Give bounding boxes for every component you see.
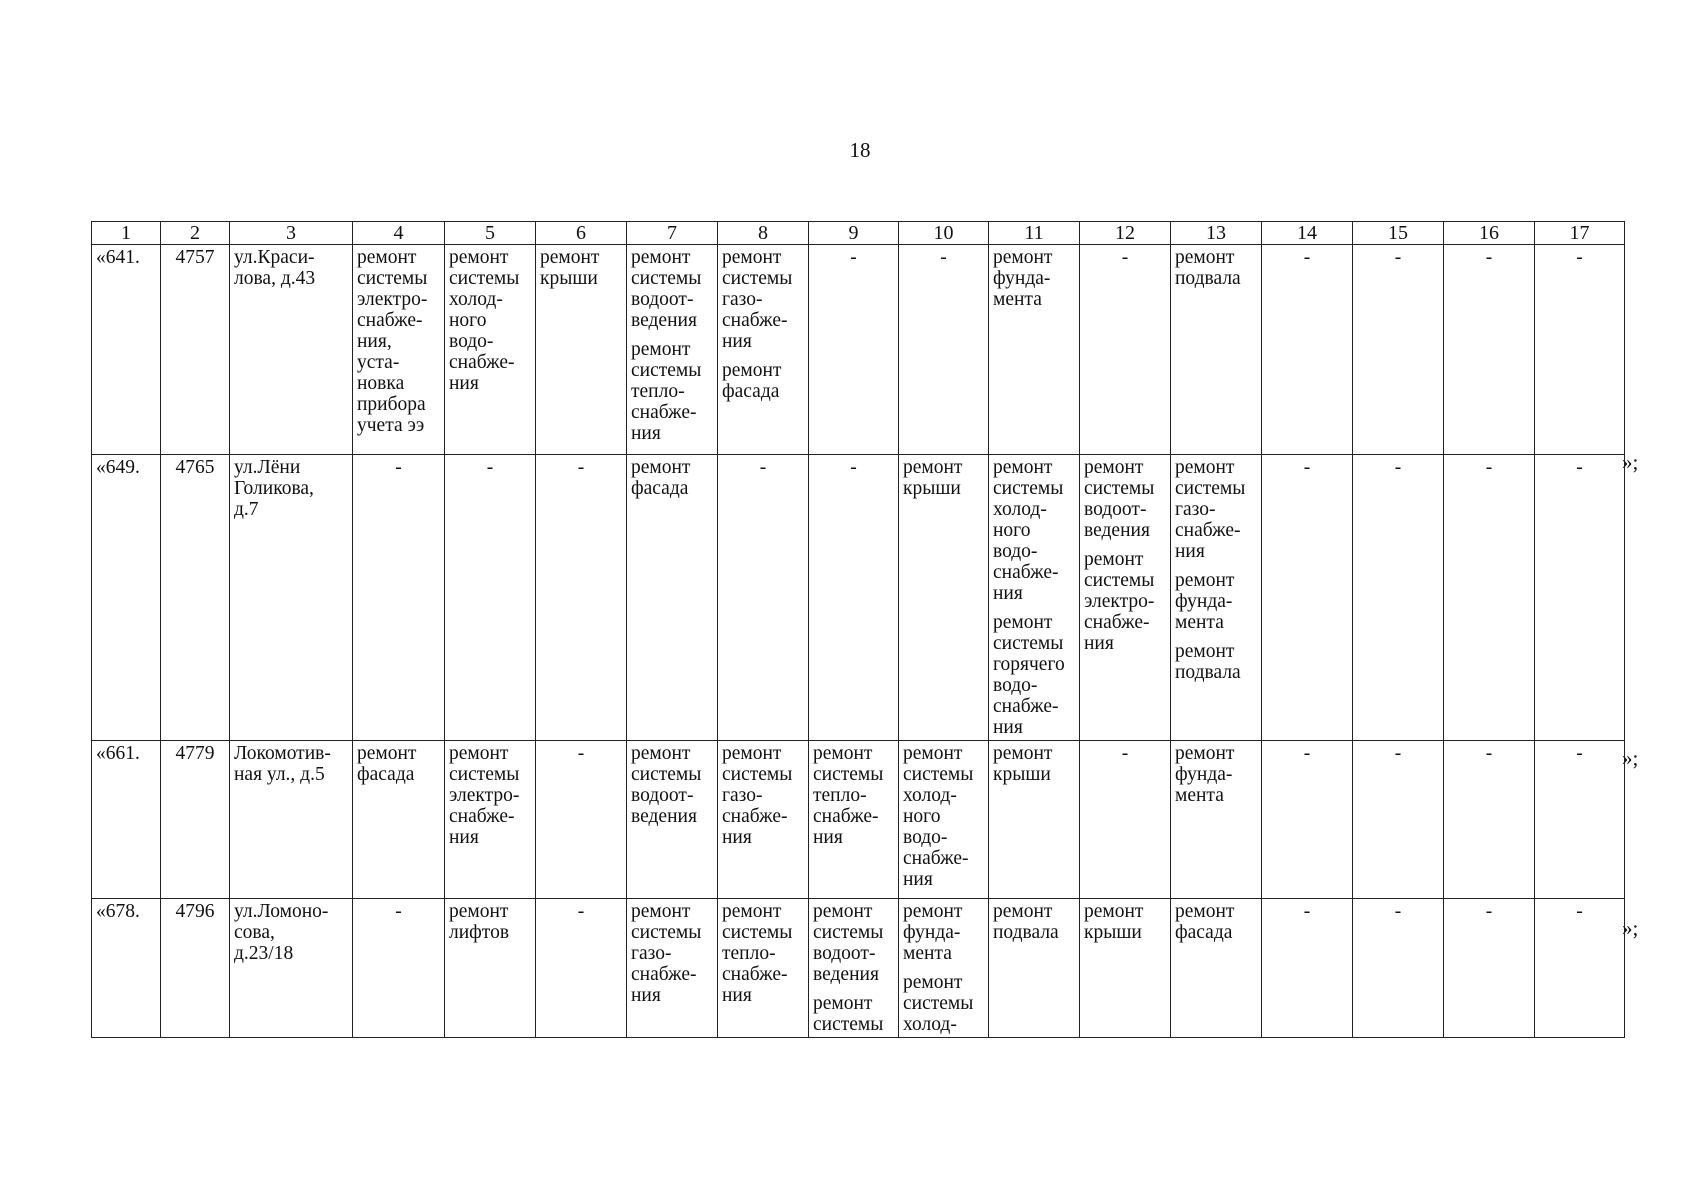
- work-cell: [353, 741, 445, 899]
- work-line: крыши: [993, 764, 1051, 785]
- work-line: мента: [903, 943, 952, 964]
- closing-quote-mark: »;: [1622, 746, 1639, 770]
- building-code: 4779: [161, 741, 230, 899]
- empty-work-cell: -: [536, 899, 627, 1038]
- work-cell: [627, 245, 718, 455]
- work-cell: [353, 245, 445, 455]
- work-line: электро-: [449, 785, 520, 806]
- work-line: газо-: [1175, 499, 1216, 520]
- work-line: ния: [722, 331, 752, 352]
- work-entry: [449, 247, 531, 394]
- work-entry: [993, 457, 1075, 604]
- column-header: 7: [627, 222, 718, 245]
- work-line: ного: [993, 520, 1031, 541]
- work-entry: [357, 743, 440, 785]
- work-cell: [718, 245, 809, 455]
- table-row: [92, 899, 1625, 1038]
- table-row: [92, 741, 1625, 899]
- column-header: 16: [1444, 222, 1535, 245]
- work-line: системы: [903, 764, 974, 785]
- column-header: 5: [445, 222, 536, 245]
- work-line: ремонт: [357, 743, 417, 764]
- address-line: д.23/18: [234, 943, 294, 964]
- repair-schedule-table: [91, 221, 1625, 1038]
- address-line: ул.Ломоно-: [234, 901, 329, 922]
- work-line: системы: [631, 764, 702, 785]
- work-cell: [899, 455, 989, 741]
- work-entry: [1084, 901, 1166, 943]
- work-entry: [631, 901, 713, 1006]
- work-line: ния: [631, 423, 661, 444]
- work-line: системы: [813, 764, 884, 785]
- row-number: «661.: [92, 741, 161, 899]
- work-line: ведения: [813, 964, 879, 985]
- work-cell: [627, 741, 718, 899]
- work-entry: [813, 901, 894, 985]
- work-line: системы: [631, 922, 702, 943]
- work-line: системы: [1084, 478, 1155, 499]
- work-line: снабже-: [631, 402, 697, 423]
- column-header: 9: [809, 222, 899, 245]
- empty-work-cell: -: [1262, 455, 1353, 741]
- work-line: водо-: [449, 331, 494, 352]
- address-cell: [230, 899, 353, 1038]
- work-entry: [631, 457, 713, 499]
- work-line: снабже-: [449, 806, 515, 827]
- work-line: уста-: [357, 352, 400, 373]
- work-entry: [903, 457, 984, 499]
- work-cell: [1171, 455, 1262, 741]
- address-line: ул.Лёни: [234, 457, 301, 478]
- empty-work-cell: -: [718, 455, 809, 741]
- work-line: газо-: [631, 943, 672, 964]
- work-entry: [722, 247, 804, 352]
- work-line: ремонт: [1084, 549, 1144, 570]
- work-line: ремонт: [813, 993, 873, 1014]
- work-entry: [449, 743, 531, 848]
- column-header: 15: [1353, 222, 1444, 245]
- work-line: снабже-: [993, 562, 1059, 583]
- work-entry: [357, 247, 440, 436]
- work-line: ремонт: [449, 743, 509, 764]
- work-cell: [899, 741, 989, 899]
- address-line: лова, д.43: [234, 268, 316, 289]
- work-line: ремонт: [631, 743, 691, 764]
- work-line: ния: [1175, 541, 1205, 562]
- work-entry: [631, 339, 713, 444]
- work-line: ведения: [631, 310, 697, 331]
- work-line: фасада: [631, 478, 689, 499]
- work-entry: [813, 743, 894, 848]
- work-line: ного: [903, 806, 941, 827]
- work-line: мента: [1175, 612, 1224, 633]
- work-line: подвала: [1175, 268, 1241, 289]
- work-line: прибора: [357, 394, 426, 415]
- work-line: ремонт: [1084, 901, 1144, 922]
- work-line: тепло-: [722, 943, 776, 964]
- work-line: мента: [1175, 785, 1224, 806]
- work-entry: [540, 247, 622, 289]
- empty-work-cell: -: [1080, 245, 1171, 455]
- empty-work-cell: -: [536, 455, 627, 741]
- column-header: 8: [718, 222, 809, 245]
- work-line: новка: [357, 373, 405, 394]
- work-line: ремонт: [993, 612, 1053, 633]
- work-entry: [1175, 901, 1257, 943]
- work-line: ремонт: [903, 457, 963, 478]
- work-line: ремонт: [722, 743, 782, 764]
- work-entry: [1175, 641, 1257, 683]
- work-line: системы: [449, 268, 520, 289]
- work-entry: [993, 247, 1075, 310]
- empty-work-cell: -: [1444, 899, 1535, 1038]
- work-entry: [993, 612, 1075, 738]
- work-entry: [1175, 247, 1257, 289]
- work-line: тепло-: [813, 785, 867, 806]
- work-line: снабже-: [631, 964, 697, 985]
- page-number: 18: [849, 138, 871, 162]
- work-entry: [993, 901, 1075, 943]
- work-line: ремонт: [1175, 457, 1235, 478]
- work-cell: [899, 899, 989, 1038]
- work-entry: [1175, 457, 1257, 562]
- work-line: учета ээ: [357, 415, 425, 436]
- work-line: ремонт: [631, 901, 691, 922]
- work-line: газо-: [722, 289, 763, 310]
- empty-work-cell: -: [445, 455, 536, 741]
- work-entry: [631, 247, 713, 331]
- column-header: 11: [989, 222, 1080, 245]
- empty-work-cell: -: [353, 899, 445, 1038]
- work-line: водо-: [993, 541, 1038, 562]
- work-line: ремонт: [357, 247, 417, 268]
- work-entry: [1175, 570, 1257, 633]
- work-cell: [1171, 899, 1262, 1038]
- work-line: системы: [722, 764, 793, 785]
- work-line: снабже-: [1175, 520, 1241, 541]
- work-entry: [903, 743, 984, 890]
- work-line: электро-: [357, 289, 428, 310]
- work-line: системы: [357, 268, 428, 289]
- work-line: системы: [1084, 570, 1155, 591]
- work-line: ремонт: [1084, 457, 1144, 478]
- work-line: ремонт: [1175, 901, 1235, 922]
- work-line: холод-: [903, 1014, 957, 1035]
- address-line: ная ул., д.5: [234, 764, 325, 785]
- row-number: «641.: [92, 245, 161, 455]
- column-header: 3: [230, 222, 353, 245]
- work-line: ния: [722, 985, 752, 1006]
- work-line: ремонт: [1175, 247, 1235, 268]
- work-line: ремонт: [903, 743, 963, 764]
- work-line: системы: [903, 993, 974, 1014]
- header-row: [92, 222, 1625, 245]
- work-line: ведения: [631, 806, 697, 827]
- work-entry: [1084, 549, 1166, 654]
- address-cell: [230, 245, 353, 455]
- work-line: мента: [993, 289, 1042, 310]
- work-entry: [813, 993, 894, 1035]
- column-header: 1: [92, 222, 161, 245]
- work-cell: [1171, 245, 1262, 455]
- closing-quote-mark: »;: [1622, 916, 1639, 940]
- work-cell: [1171, 741, 1262, 899]
- work-line: ремонт: [722, 901, 782, 922]
- work-line: ного: [449, 310, 487, 331]
- work-entry: [1084, 457, 1166, 541]
- work-line: ремонт: [631, 247, 691, 268]
- work-line: горячего: [993, 654, 1065, 675]
- empty-work-cell: -: [1535, 455, 1625, 741]
- work-entry: [722, 743, 804, 848]
- work-cell: [627, 455, 718, 741]
- work-cell: [718, 741, 809, 899]
- work-line: снабже-: [993, 696, 1059, 717]
- work-line: ния: [449, 827, 479, 848]
- work-line: ремонт: [993, 901, 1053, 922]
- empty-work-cell: -: [1353, 741, 1444, 899]
- work-line: водо-: [993, 675, 1038, 696]
- address-line: д.7: [234, 499, 259, 520]
- work-entry: [449, 901, 531, 943]
- work-line: фасада: [1175, 922, 1233, 943]
- work-line: водоот-: [1084, 499, 1147, 520]
- address-line: сова,: [234, 922, 275, 943]
- work-line: ремонт: [993, 247, 1053, 268]
- work-cell: [989, 741, 1080, 899]
- column-header: 10: [899, 222, 989, 245]
- work-entry: [631, 743, 713, 827]
- empty-work-cell: -: [899, 245, 989, 455]
- address-line: ул.Краси-: [234, 247, 315, 268]
- work-line: ния: [631, 985, 661, 1006]
- work-line: фасада: [357, 764, 415, 785]
- empty-work-cell: -: [1535, 741, 1625, 899]
- work-cell: [445, 245, 536, 455]
- work-line: крыши: [1084, 922, 1142, 943]
- work-entry: [993, 743, 1075, 785]
- table-row: [92, 455, 1625, 741]
- work-line: электро-: [1084, 591, 1155, 612]
- work-line: фунда-: [903, 922, 961, 943]
- work-line: фунда-: [1175, 591, 1233, 612]
- work-line: ния: [993, 717, 1023, 738]
- row-number: «678.: [92, 899, 161, 1038]
- work-line: ния: [722, 827, 752, 848]
- work-line: снабже-: [1084, 612, 1150, 633]
- work-line: ремонт: [903, 901, 963, 922]
- column-header: 2: [161, 222, 230, 245]
- work-line: ремонт: [631, 339, 691, 360]
- work-line: ния: [1084, 633, 1114, 654]
- work-line: ремонт: [722, 247, 782, 268]
- work-line: ремонт: [540, 247, 600, 268]
- work-line: ния,: [357, 331, 392, 352]
- work-line: ремонт: [1175, 641, 1235, 662]
- address-cell: [230, 741, 353, 899]
- building-code: 4757: [161, 245, 230, 455]
- work-line: снабже-: [722, 806, 788, 827]
- work-entry: [903, 972, 984, 1035]
- work-entry: [722, 901, 804, 1006]
- address-line: Локомотив-: [234, 743, 331, 764]
- empty-work-cell: -: [1535, 245, 1625, 455]
- empty-work-cell: -: [1444, 741, 1535, 899]
- work-line: системы: [631, 268, 702, 289]
- work-line: снабже-: [722, 310, 788, 331]
- work-line: газо-: [722, 785, 763, 806]
- work-cell: [445, 899, 536, 1038]
- work-line: ведения: [1084, 520, 1150, 541]
- column-header: 4: [353, 222, 445, 245]
- work-cell: [809, 741, 899, 899]
- table-row: [92, 245, 1625, 455]
- column-header: 17: [1535, 222, 1625, 245]
- work-entry: [903, 901, 984, 964]
- empty-work-cell: -: [1262, 741, 1353, 899]
- address-cell: [230, 455, 353, 741]
- work-cell: [445, 741, 536, 899]
- empty-work-cell: -: [1080, 741, 1171, 899]
- work-line: ремонт: [813, 901, 873, 922]
- work-line: ния: [449, 373, 479, 394]
- work-line: ремонт: [631, 457, 691, 478]
- work-line: снабже-: [813, 806, 879, 827]
- empty-work-cell: -: [353, 455, 445, 741]
- work-line: системы: [449, 764, 520, 785]
- building-code: 4765: [161, 455, 230, 741]
- work-line: ремонт: [993, 457, 1053, 478]
- work-line: фунда-: [993, 268, 1051, 289]
- work-cell: [718, 899, 809, 1038]
- work-line: снабже-: [903, 848, 969, 869]
- empty-work-cell: -: [1262, 245, 1353, 455]
- work-line: фасада: [722, 381, 780, 402]
- work-line: подвала: [1175, 662, 1241, 683]
- work-line: водоот-: [813, 943, 876, 964]
- work-line: подвала: [993, 922, 1059, 943]
- work-line: холод-: [993, 499, 1047, 520]
- work-line: снабже-: [449, 352, 515, 373]
- work-cell: [1080, 455, 1171, 741]
- work-line: ремонт: [449, 247, 509, 268]
- work-line: ния: [903, 869, 933, 890]
- work-line: ремонт: [993, 743, 1053, 764]
- work-line: системы: [813, 922, 884, 943]
- work-line: водоот-: [631, 785, 694, 806]
- row-number: «649.: [92, 455, 161, 741]
- empty-work-cell: -: [1535, 899, 1625, 1038]
- column-header: 14: [1262, 222, 1353, 245]
- work-entry: [1175, 743, 1257, 806]
- empty-work-cell: -: [809, 245, 899, 455]
- work-cell: [536, 245, 627, 455]
- work-line: снабже-: [357, 310, 423, 331]
- work-line: ремонт: [903, 972, 963, 993]
- column-header: 12: [1080, 222, 1171, 245]
- work-cell: [989, 245, 1080, 455]
- work-cell: [627, 899, 718, 1038]
- empty-work-cell: -: [536, 741, 627, 899]
- work-line: холод-: [449, 289, 503, 310]
- work-entry: [722, 360, 804, 402]
- work-line: ремонт: [1175, 743, 1235, 764]
- work-cell: [809, 899, 899, 1038]
- empty-work-cell: -: [1444, 455, 1535, 741]
- work-line: ремонт: [1175, 570, 1235, 591]
- work-line: фунда-: [1175, 764, 1233, 785]
- work-line: системы: [813, 1014, 884, 1035]
- building-code: 4796: [161, 899, 230, 1038]
- empty-work-cell: -: [1353, 245, 1444, 455]
- work-line: ремонт: [722, 360, 782, 381]
- work-line: системы: [993, 633, 1064, 654]
- closing-quote-mark: »;: [1622, 450, 1639, 474]
- empty-work-cell: -: [1353, 455, 1444, 741]
- work-line: холод-: [903, 785, 957, 806]
- work-cell: [989, 455, 1080, 741]
- column-header: 13: [1171, 222, 1262, 245]
- work-line: ния: [813, 827, 843, 848]
- work-line: лифтов: [449, 922, 510, 943]
- work-line: системы: [631, 360, 702, 381]
- column-header: 6: [536, 222, 627, 245]
- work-line: ния: [993, 583, 1023, 604]
- address-line: Голикова,: [234, 478, 314, 499]
- work-cell: [1080, 899, 1171, 1038]
- work-line: водо-: [903, 827, 948, 848]
- work-line: снабже-: [722, 964, 788, 985]
- work-line: водоот-: [631, 289, 694, 310]
- work-line: тепло-: [631, 381, 685, 402]
- work-line: системы: [1175, 478, 1246, 499]
- empty-work-cell: -: [1353, 899, 1444, 1038]
- work-line: крыши: [540, 268, 598, 289]
- work-line: системы: [993, 478, 1064, 499]
- work-line: системы: [722, 268, 793, 289]
- empty-work-cell: -: [809, 455, 899, 741]
- work-line: ремонт: [813, 743, 873, 764]
- work-cell: [989, 899, 1080, 1038]
- empty-work-cell: -: [1262, 899, 1353, 1038]
- work-line: ремонт: [449, 901, 509, 922]
- work-line: крыши: [903, 478, 961, 499]
- work-line: системы: [722, 922, 793, 943]
- empty-work-cell: -: [1444, 245, 1535, 455]
